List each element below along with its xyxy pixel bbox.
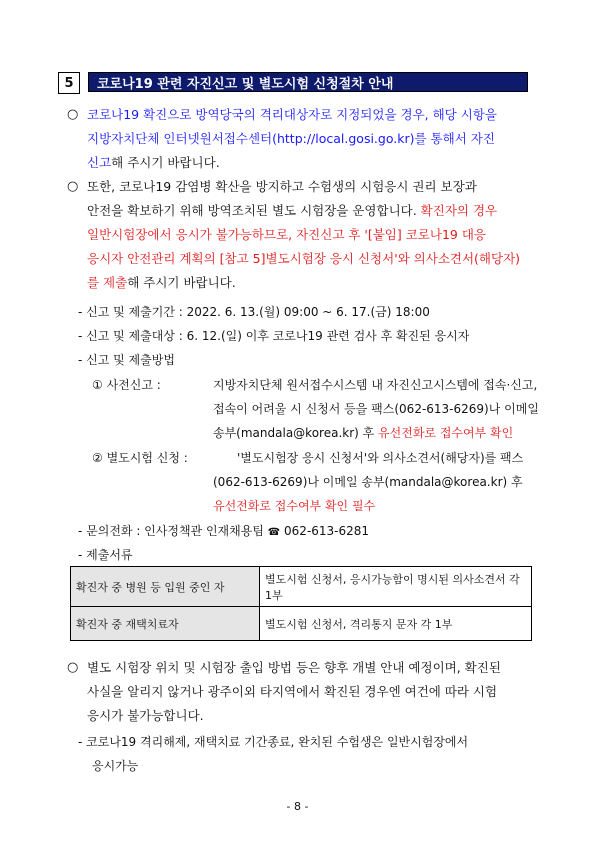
bullet-circle: ○ <box>67 660 79 675</box>
para2-line3 <box>87 223 549 247</box>
bullet-circle: ○ <box>67 179 79 194</box>
para2-line4 <box>87 247 549 271</box>
method-1-line1: 지방자치단체 원서접수시스템 내 자진신고시스템에 접속·신고, <box>213 378 538 392</box>
documents-heading: - 제출서류 <box>78 548 133 562</box>
para1-line3 <box>87 151 549 175</box>
para1-line1 <box>87 103 549 127</box>
text-highlight: 를 제출 <box>87 275 128 290</box>
method-2-label: ② 별도시험 신청 : <box>92 451 188 465</box>
contact-line <box>78 522 369 539</box>
submission-method: - 신고 및 제출방법 <box>78 353 175 367</box>
text: 안전을 확보하기 위해 방역조치된 별도 시험장을 운영합니다. <box>87 203 421 218</box>
para3-line3 <box>87 704 549 728</box>
method-1-label: ① 사전신고 : <box>92 378 161 392</box>
method-1-line2: 접속이 어려울 시 신청서 등을 팩스(062-613-6269)나 이메일 <box>213 402 539 416</box>
table-cell-value: 별도시험 신청서, 격리통지 문자 각 1부 <box>260 607 532 641</box>
documents-table <box>70 566 532 641</box>
para2-line5 <box>87 271 549 295</box>
para3-sub1: - 코로나19 격리해제, 재택치료 기간종료, 완치된 수험생은 일반시험장에서 <box>78 735 469 749</box>
para2-line2 <box>87 199 549 223</box>
text: 해 주시기 바랍니다. <box>127 275 236 290</box>
submission-target: - 신고 및 제출대상 : 6. 12.(일) 이후 코로나19 관련 검사 후 확진된 응시자 <box>78 329 470 343</box>
section-number: 5 <box>58 72 80 94</box>
para3-line2 <box>87 680 549 704</box>
text-highlight: 확진자의 경우 <box>420 203 498 218</box>
method-2-line1: '별도시험장 응시 신청서'와 의사소견서(해당자)를 팩스 <box>237 451 524 465</box>
bullet-circle: ○ <box>67 107 79 122</box>
paragraph-3 <box>87 656 549 728</box>
paragraph-2 <box>87 175 549 295</box>
table-cell-label: 확진자 중 병원 등 입원 중인 자 <box>71 567 260 607</box>
text: - 문의전화 : 인사정책관 인재채용팀 <box>78 524 268 538</box>
para3-sub2: 응시가능 <box>92 759 139 773</box>
table-row <box>71 607 532 641</box>
text-highlight: 응시자 안전관리 계획의 [참고 5]별도시험장 응시 신청서'와 의사소견서(해당자) <box>87 251 521 266</box>
method-2-line3: 유선전화로 접수여부 확인 필수 <box>213 499 376 513</box>
text-highlight: 일반시험장에서 응시가 불가능하므로, 자진신고 후 '[붙임] 코로나19 대응 <box>87 227 486 242</box>
table-cell-label: 확진자 중 재택치료자 <box>71 607 260 641</box>
phone-number: 062-613-6281 <box>280 524 370 538</box>
section-header <box>58 72 528 94</box>
page-number: - 8 - <box>286 800 309 813</box>
para1-line2 <box>87 127 549 151</box>
text: 지방자치단체 인터넷원서접수센터(http://local.gosi.go.kr)를 통해서 자진 <box>87 131 495 146</box>
text: 송부(mandala@korea.kr) 후 <box>213 426 379 440</box>
text: 사실을 알리지 않거나 광주이외 타지역에서 확진된 경우엔 여건에 따라 시험 <box>87 684 498 699</box>
text: 코로나19 확진으로 방역당국의 격리대상자로 지정되었을 경우, 해당 시항을 <box>87 107 497 122</box>
para2-line1 <box>87 175 549 199</box>
submission-period: - 신고 및 제출기간 : 2022. 6. 13.(월) 09:00 ~ 6. 17.(금) 18:00 <box>78 305 430 319</box>
text: 응시가 불가능합니다. <box>87 708 204 723</box>
paragraph-1 <box>87 103 549 175</box>
section-title: 코로나19 관련 자진신고 및 별도시험 신청절차 안내 <box>88 72 528 92</box>
table-cell-value: 별도시험 신청서, 응시가능함이 명시된 의사소견서 각 1부 <box>260 567 532 607</box>
text: 해 주시기 바랍니다. <box>111 155 220 170</box>
text: 또한, 코로나19 감염병 확산을 방지하고 수험생의 시험응시 권리 보장과 <box>87 179 477 194</box>
text-highlight: 유선전화로 접수여부 확인 <box>378 426 514 440</box>
text: 별도 시험장 위치 및 시험장 출입 방법 등은 향후 개별 안내 예정이며, 확진된 <box>87 660 501 675</box>
telephone-icon: ☎ <box>267 527 281 538</box>
para3-line1 <box>87 656 549 680</box>
method-1-line3 <box>213 424 513 441</box>
method-2-line2: (062-613-6269)나 이메일 송부(mandala@korea.kr) 후 <box>213 475 523 489</box>
text-highlight: 신고 <box>87 155 112 170</box>
table-row <box>71 567 532 607</box>
